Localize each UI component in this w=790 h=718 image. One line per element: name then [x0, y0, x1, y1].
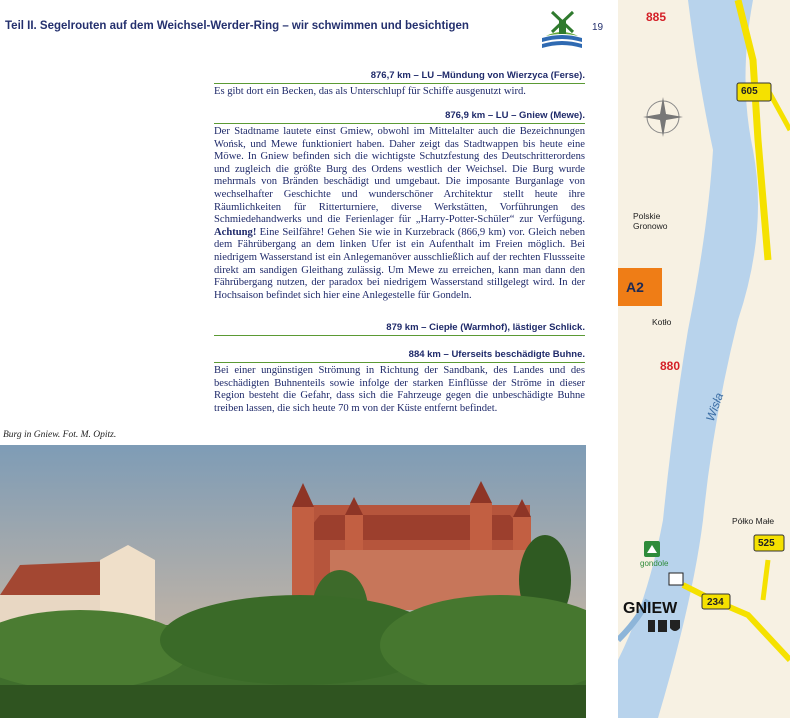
page-header-title: Teil II. Segelrouten auf dem Weichsel-Werder-Ring – wir schwimmen und besichtigen [5, 20, 469, 32]
section-heading: 879 km – Ciepłe (Warmhof), lästiger Schlick. [214, 322, 585, 336]
section-text: Bei einer ungünstigen Strömung in Richtung der Sandbank, des Landes und des beschädigten Buhnenteils sowie infolge der starken Einflüsse der Ströme in dieser Region besteht die Gefahr, dass sich die Fahrzeuge gegen die unbeschädigte Buhne treiben lassen, die sich heute 70 m von der Küste entfernt befindet. [214, 365, 585, 414]
page-number: 19 [592, 22, 604, 33]
place-polko-male: Półko Małe [732, 516, 775, 526]
road-number-234: 234 [707, 597, 724, 608]
section-text: Es gibt dort ein Becken, das als Unterschlupf für Schiffe ausgenutzt wird. [214, 86, 526, 97]
section-heading: 876,9 km – LU – Gniew (Mewe). [214, 110, 585, 124]
warning-label: Achtung! [214, 226, 257, 238]
km-label-880: 880 [660, 359, 681, 373]
place-kotlo: Kotło [652, 317, 672, 327]
route-badge: A2 [626, 279, 644, 295]
section-buhne [214, 349, 585, 415]
km-label-885: 885 [646, 10, 667, 24]
gondola-label: gondole [640, 559, 669, 568]
section-gniew [214, 110, 585, 302]
section-heading: 884 km – Uferseits beschädigte Buhne. [214, 349, 585, 363]
castle-photo [0, 445, 586, 718]
place-polskie-gronowo: Polskie Gronowo [633, 211, 668, 231]
road-number-525: 525 [758, 538, 775, 549]
place-gniew: GNIEW [623, 600, 678, 617]
section-text: Der Stadtname lautete einst Gmiew, obwohl im Mittelalter auch die Bezeichnungen Wońsk, und Mewe funktioniert haben. Daher zeigt das Stadtwappen bis heute eine Möwe. In Gniew befinden sich die wichtigste Schutzfestung des Deutschritterordens und zugleich die größte Burg des Ordens westlich der Weichsel. Die Burg wurde mehrmals von Bränden beschädigt und umgebaut. Die imposante Burganlage von wechselhafter Geschichte und wunderschöner Architektur stellt heute ihre Räumlichkeiten für Ritterturniere, diverse Werkstätten, Vorführungen des Schmiedehandwerks und die Ferienlager für „Harry-Potter-Schüler“ zur Verfügung. Achtung! Eine Seilfähre! Gehen Sie wie in Kurzebrack (866,9 km) vor. Gleich neben dem Fährübergang an dem linken Ufer ist ein Aufenthalt im Freien möglich. Bei niedrigem Wasserstand ist ein Anlegemanöver ausschließlich auf der rechten Flussseite direkt am sandigen Gleithang zulässig. Um Mewe zu erreichen, kann man dann den Fährübergang nutzen, der paradox bei niedrigem Wasserstand stillgelegt wird. In der Hochsaison befindet sich hier eine Anlegestelle für Gondeln. [214, 126, 585, 301]
road-number-605: 605 [741, 86, 758, 97]
section-heading: 876,7 km – LU –Mündung von Wierzyca (Ferse). [214, 70, 585, 84]
windmill-logo-icon [538, 8, 586, 54]
section-cieple [214, 322, 585, 338]
river-name: Wisła [703, 390, 727, 424]
section-wierzyca [214, 70, 585, 99]
photo-caption: Burg in Gniew. Fot. M. Opitz. [3, 430, 117, 440]
